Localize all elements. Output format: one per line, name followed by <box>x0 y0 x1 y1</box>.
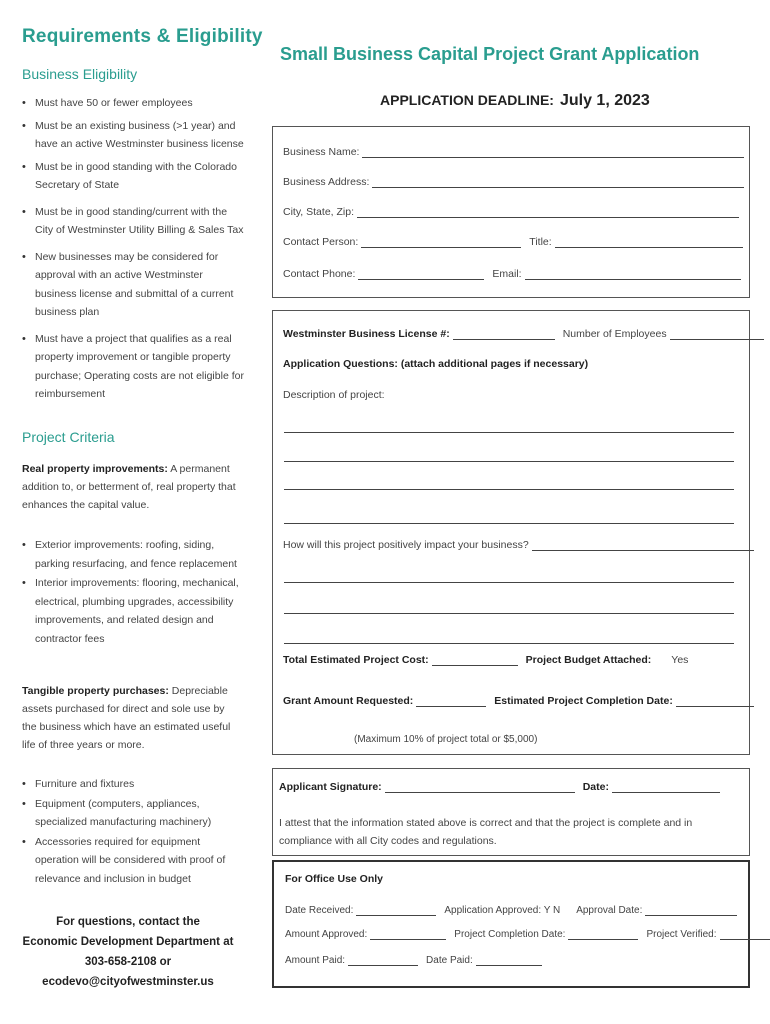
amount-paid-label: Amount Paid: <box>285 955 346 966</box>
business-name-label: Business Name: <box>283 146 360 158</box>
questions-heading-row <box>283 358 588 370</box>
contact-line: Economic Development Department at <box>22 936 234 948</box>
contact-person-row <box>283 236 743 248</box>
tangible-paragraph <box>22 682 242 754</box>
signature-date-label: Date: <box>582 781 609 793</box>
deadline <box>380 92 650 110</box>
real-property-text: A permanent addition to, or betterment of, real property that enhances the capital value. <box>22 463 236 511</box>
approval-date-label: Approval Date: <box>576 905 643 916</box>
list-item: • Exterior improvements: roofing, siding, parking resurfacing, and fence replacement <box>22 536 244 573</box>
city-state-zip-label: City, State, Zip: <box>283 206 354 218</box>
description-row <box>283 389 385 401</box>
contact-person-field[interactable] <box>361 238 521 248</box>
criteria-heading: Project Criteria <box>22 429 115 445</box>
license-row <box>283 328 764 340</box>
list-item: • Must have 50 or fewer employees <box>22 94 244 113</box>
max-note: (Maximum 10% of project total or $5,000) <box>354 734 538 745</box>
contact-phone-field[interactable] <box>358 270 484 280</box>
grant-field[interactable] <box>416 697 486 707</box>
office-row-1 <box>285 905 737 916</box>
description-line[interactable] <box>284 489 734 490</box>
real-property-list <box>22 536 244 648</box>
budget-value[interactable]: Yes <box>671 654 689 666</box>
eligibility-heading: Business Eligibility <box>22 66 138 82</box>
city-state-zip-field[interactable] <box>357 208 739 218</box>
completion-date-label: Project Completion Date: <box>454 929 566 940</box>
impact-field[interactable] <box>532 541 754 551</box>
business-name-field[interactable] <box>362 148 744 158</box>
list-item: • Equipment (computers, appliances, specialized manufacturing machinery) <box>22 795 244 832</box>
date-received-label: Date Received: <box>285 905 354 916</box>
contact-email[interactable]: ecodevo@cityofwestminster.us <box>42 976 214 988</box>
business-address-field[interactable] <box>372 178 744 188</box>
office-row-2 <box>285 929 770 940</box>
amount-approved-label: Amount Approved: <box>285 929 368 940</box>
list-item: • Must have a project that qualifies as a real property improvement or tangible property purchase; Operating costs are not eligible for reimbursement <box>22 330 244 404</box>
business-address-label: Business Address: <box>283 176 370 188</box>
total-cost-row <box>283 654 688 666</box>
date-paid-label: Date Paid: <box>426 955 473 966</box>
eligibility-list <box>22 94 244 404</box>
impact-label: How will this project positively impact your business? <box>283 539 529 551</box>
employees-field[interactable] <box>670 330 764 340</box>
license-field[interactable] <box>453 330 555 340</box>
description-line[interactable] <box>284 523 734 524</box>
office-heading-row <box>285 873 383 885</box>
contact-person-label: Contact Person: <box>283 236 359 248</box>
contact-block <box>22 912 234 992</box>
impact-line[interactable] <box>284 582 734 583</box>
license-label: Westminster Business License #: <box>283 328 450 340</box>
city-state-zip-row <box>283 206 739 218</box>
deadline-date: July 1, 2023 <box>559 92 650 109</box>
grant-label: Grant Amount Requested: <box>283 695 414 707</box>
email-label: Email: <box>492 268 522 280</box>
list-item: • Must be in good standing/current with the City of Westminster Utility Billing & Sales Tax <box>22 203 244 240</box>
signature-row <box>279 781 720 793</box>
completion-date-field[interactable] <box>568 930 638 940</box>
title-field[interactable] <box>555 238 743 248</box>
date-received-field[interactable] <box>356 906 436 916</box>
project-verified-label: Project Verified: <box>646 929 717 940</box>
signature-date-field[interactable] <box>612 783 720 793</box>
tangible-list <box>22 775 244 888</box>
impact-line[interactable] <box>284 613 734 614</box>
app-approved-label[interactable]: Application Approved: Y N <box>444 905 561 916</box>
description-line[interactable] <box>284 461 734 462</box>
amount-approved-field[interactable] <box>370 930 446 940</box>
total-cost-field[interactable] <box>432 656 518 666</box>
tangible-text: Depreciable assets purchased for direct and sole use by the business which have an estimated useful life of three years or more. <box>22 685 231 751</box>
attest-statement: I attest that the information stated above is correct and that the project is complete and in compliance with all City codes and regulations. <box>279 817 693 847</box>
questions-heading: Application Questions: (attach additional pages if necessary) <box>283 358 589 370</box>
application-box <box>272 310 750 755</box>
employees-label: Number of Employees <box>562 328 667 340</box>
impact-line[interactable] <box>284 643 734 644</box>
description-label: Description of project: <box>283 389 385 401</box>
total-cost-label: Total Estimated Project Cost: <box>283 654 429 666</box>
list-item: • Interior improvements: flooring, mechanical, electrical, plumbing upgrades, accessibility improvements, and related design and contractor fees <box>22 574 244 648</box>
real-property-paragraph <box>22 460 242 514</box>
grant-row <box>283 695 754 707</box>
list-item: • Accessories required for equipment operation will be considered with proof of relevance and inclusion in budget <box>22 833 244 889</box>
tangible-label: Tangible property purchases: <box>22 685 169 697</box>
list-item: • Furniture and fixtures <box>22 775 244 794</box>
title-label: Title: <box>529 236 552 248</box>
date-paid-field[interactable] <box>476 956 542 966</box>
list-item: • Must be an existing business (>1 year) and have an active Westminster business license <box>22 117 244 154</box>
list-item: • Must be in good standing with the Colorado Secretary of State <box>22 158 244 195</box>
contact-phone-label: Contact Phone: <box>283 268 356 280</box>
office-row-3 <box>285 955 542 966</box>
signature-field[interactable] <box>385 783 575 793</box>
contact-line: For questions, contact the <box>56 916 200 928</box>
budget-label: Project Budget Attached: <box>525 654 652 666</box>
signature-label: Applicant Signature: <box>279 781 382 793</box>
completion-field[interactable] <box>676 697 754 707</box>
impact-row <box>283 539 754 551</box>
real-property-label: Real property improvements: <box>22 463 168 475</box>
project-verified-field[interactable] <box>720 930 770 940</box>
business-name-row <box>283 146 744 158</box>
amount-paid-field[interactable] <box>348 956 418 966</box>
contact-phone-row <box>283 268 741 280</box>
deadline-label: APPLICATION DEADLINE: <box>380 92 554 108</box>
email-field[interactable] <box>525 270 741 280</box>
business-address-row <box>283 176 744 188</box>
approval-date-field[interactable] <box>645 906 737 916</box>
list-item: • New businesses may be considered for approval with an active Westminster business license and submittal of a current business plan <box>22 248 244 322</box>
completion-label: Estimated Project Completion Date: <box>494 695 673 707</box>
application-title: Small Business Capital Project Grant Application <box>280 44 700 64</box>
requirements-title: Requirements & Eligibility <box>22 26 263 47</box>
office-heading: For Office Use Only <box>285 873 384 885</box>
description-line[interactable] <box>284 432 734 433</box>
contact-phone: 303-658-2108 or <box>84 956 172 968</box>
